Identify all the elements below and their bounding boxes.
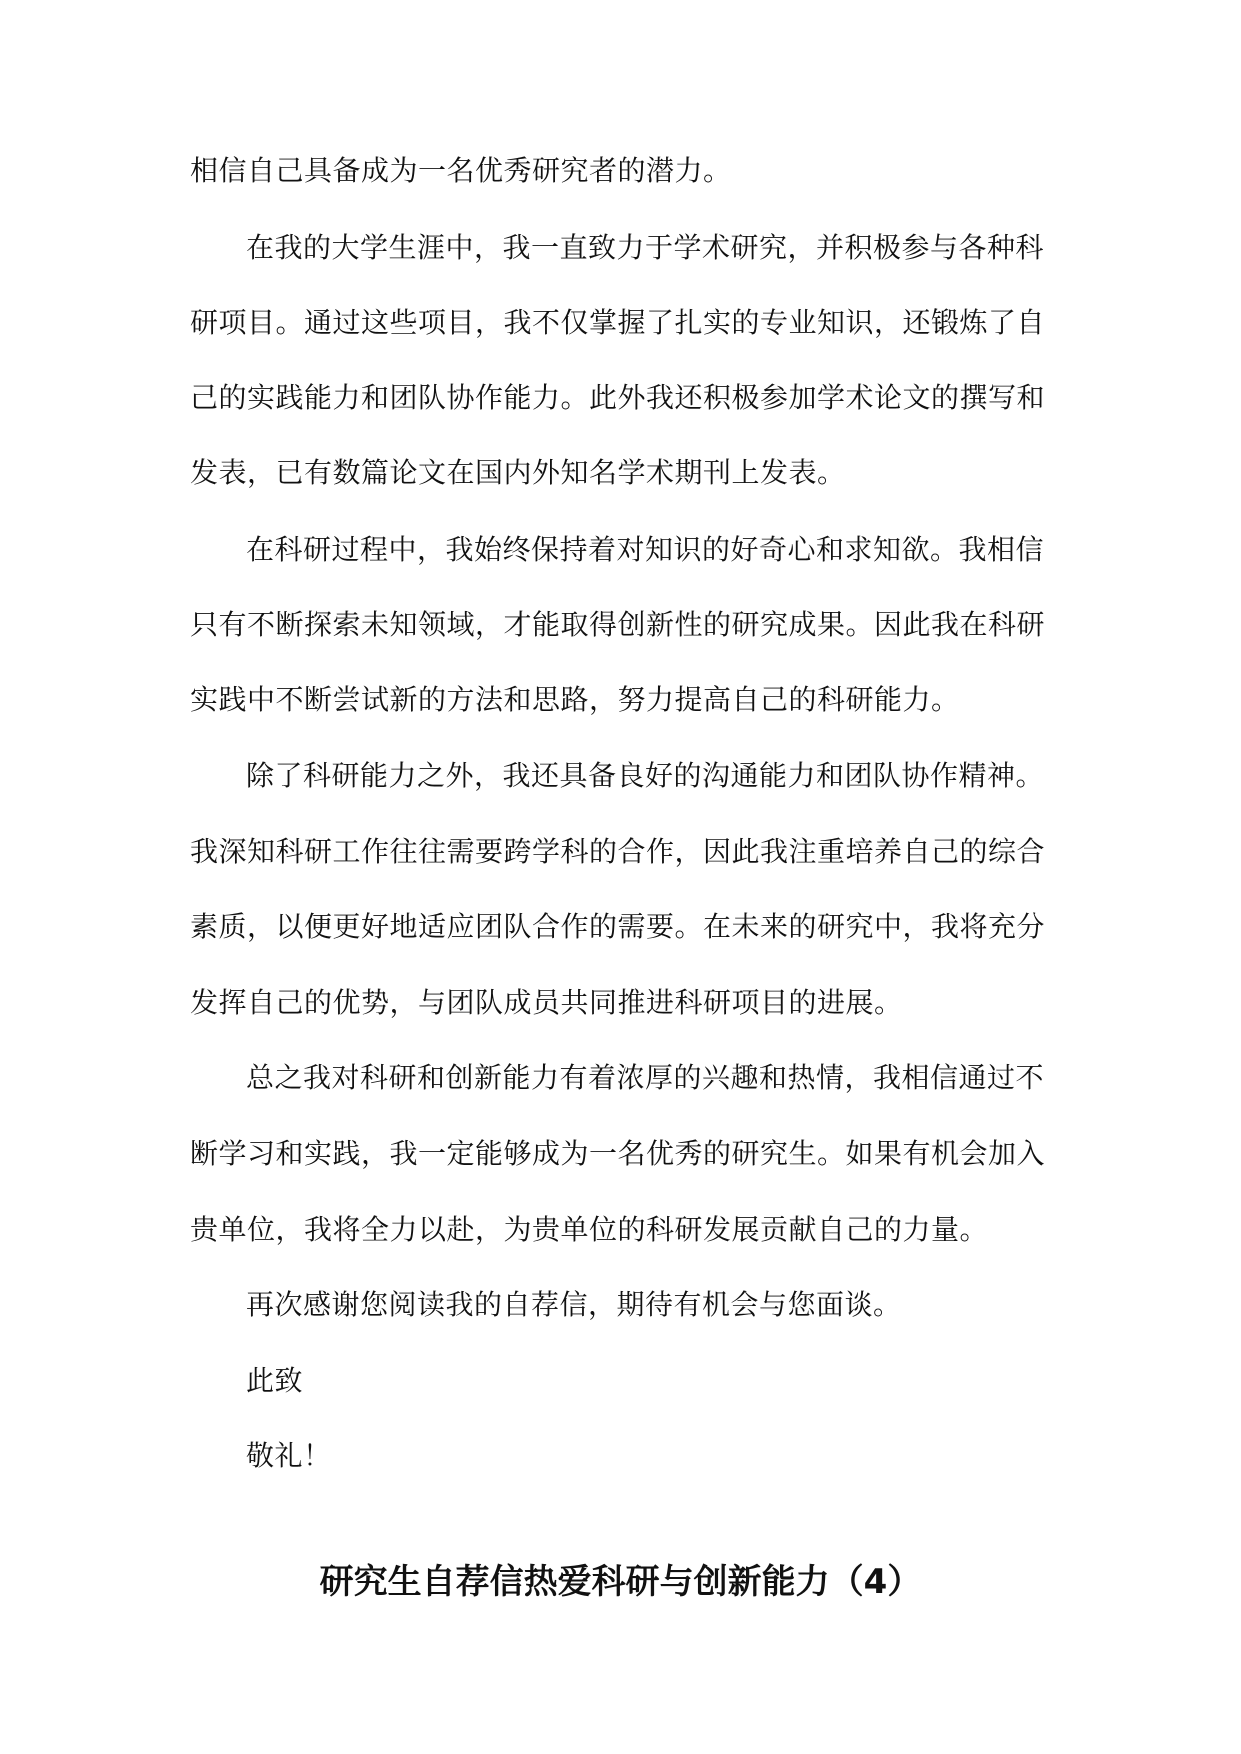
salutation-jingli: 敬礼！ [246,1439,332,1472]
salutation-cizhi: 此致 [246,1364,304,1397]
text-line: 实践中不断尝试新的方法和思路，努力提高自己的科研能力。 [190,683,960,716]
paragraph-first-line: 在科研过程中，我始终保持着对知识的好奇心和求知欲。我相信 [246,533,1045,566]
text-line: 只有不断探索未知领域，才能取得创新性的研究成果。因此我在科研 [190,608,1046,641]
text-line: 相信自己具备成为一名优秀研究者的潜力。 [190,154,732,187]
section-heading: 研究生自荐信热爱科研与创新能力（4） [319,1562,922,1602]
text-line: 我深知科研工作往往需要跨学科的合作，因此我注重培养自己的综合 [190,835,1046,868]
text-line: 发挥自己的优势，与团队成员共同推进科研项目的进展。 [190,986,903,1019]
text-line: 研项目。通过这些项目，我不仅掌握了扎实的专业知识，还锻炼了自 [190,306,1046,339]
closing-line: 再次感谢您阅读我的自荐信，期待有机会与您面谈。 [246,1288,902,1321]
text-line: 发表，已有数篇论文在国内外知名学术期刊上发表。 [190,456,846,489]
text-line: 贵单位，我将全力以赴，为贵单位的科研发展贡献自己的力量。 [190,1213,989,1246]
paragraph-first-line: 总之我对科研和创新能力有着浓厚的兴趣和热情，我相信通过不 [246,1061,1045,1094]
text-line: 断学习和实践，我一定能够成为一名优秀的研究生。如果有机会加入 [190,1137,1046,1170]
text-line: 己的实践能力和团队协作能力。此外我还积极参加学术论文的撰写和 [190,381,1046,414]
paragraph-first-line: 在我的大学生涯中，我一直致力于学术研究，并积极参与各种科 [246,231,1045,264]
text-line: 素质，以便更好地适应团队合作的需要。在未来的研究中，我将充分 [190,910,1046,943]
paragraph-first-line: 除了科研能力之外，我还具备良好的沟通能力和团队协作精神。 [246,759,1045,792]
